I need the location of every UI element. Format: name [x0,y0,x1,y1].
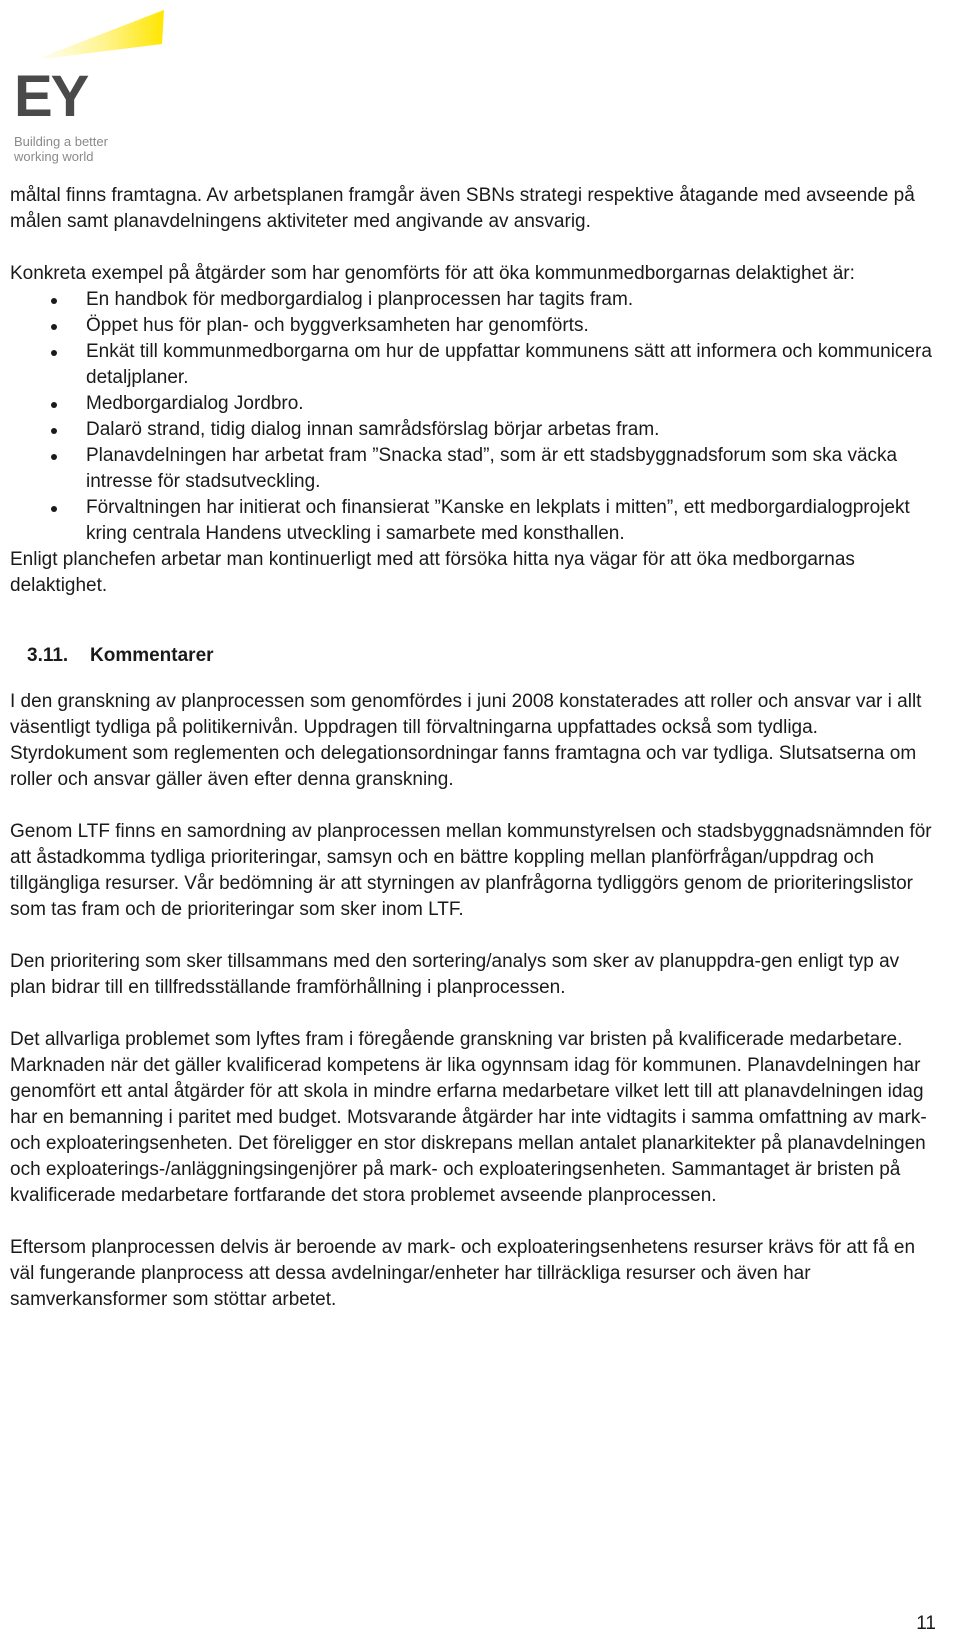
paragraph: Det allvarliga problemet som lyftes fram i föregående granskning var bristen på kvalificerade medarbetare. Marknaden när det gäller kvalificerad kompetens är lika ogynnsam idag för kommunen. Planavdelningen har genomfört ett antal åtgärder för att skola in mindre erfarna medarbetare vilket lett till att planavdelningen idag har en bemanning i paritet med budget. Motsvarande åtgärder har inte vidtagits i samma omfattning av mark- och exploateringsenheten. Det föreligger en stor diskrepans mellan antalet planarkitekter på planavdelningen och exploaterings-/anläggningsingenjörer på mark- och exploateringsenheten. Sammantaget är bristen på kvalificerade medarbetare fortfarande det stora problemet avseende planprocessen. [10,1029,927,1206]
bullet-item: Dalarö strand, tidig dialog innan samrådsförslag börjar arbetas fram. [10,417,940,443]
intro-paragraph-2: Konkreta exempel på åtgärder som har genomförts för att öka kommunmedborgarnas delaktighet är: [10,263,855,284]
bullet-item: Medborgardialog Jordbro. [10,391,940,417]
intro-paragraph-1: måltal finns framtagna. Av arbetsplanen framgår även SBNs strategi respektive åtagande med avseende på målen samt planavdelningens aktiviteter med angivande av ansvarig. [10,185,915,232]
bullet-item: Enkät till kommunmedborgarna om hur de uppfattar kommunens sätt att informera och kommunicera detaljplaner. [10,339,940,391]
logo-tagline-line1: Building a better [14,134,108,149]
bullet-list [10,287,940,547]
paragraph: I den granskning av planprocessen som genomfördes i juni 2008 konstaterades att roller och ansvar var i allt väsentligt tydliga på politikernivån. Uppdragen till förvaltningarna uppfattades också som tydliga. Styrdokument som reglementen och delegationsordningar fanns framtagna och var tydliga. Slutsatserna om roller och ansvar gäller även efter denna granskning. [10,691,922,790]
paragraph: Genom LTF finns en samordning av planprocessen mellan kommunstyrelsen och stadsbyggnadsnämnden för att åstadkomma tydliga prioriteringar, samsyn och en bättre koppling mellan planförfrågan/uppdrag och tillgängliga resurser. Vår bedömning är att styrningen av planfrågorna tydliggörs genom de prioriteringslistor som tas fram och de prioriteringar som sker inom LTF. [10,821,932,920]
bullet-item: En handbok för medborgardialog i planprocessen har tagits fram. [10,287,940,313]
paragraph: Den prioritering som sker tillsammans med den sortering/analys som sker av planuppdra-gen enligt typ av plan bidrar till en tillfredsställande framförhållning i planprocessen. [10,951,900,998]
after-bullets-paragraph: Enligt planchefen arbetar man kontinuerligt med att försöka hitta nya vägar för att öka medborgarnas delaktighet. [10,549,855,596]
section-heading [27,643,940,669]
bullet-item: Öppet hus för plan- och byggverksamheten har genomförts. [10,313,940,339]
ey-logo [14,8,174,173]
logo-tagline-line2: working world [14,149,94,164]
logo-tagline [14,134,108,164]
logo-wordmark: EY [14,64,88,129]
paragraph: Eftersom planprocessen delvis är beroende av mark- och exploateringsenhetens resurser krävs för att få en väl fungerande planprocess att dessa avdelningar/enheter har tillräckliga resurser och även har samverkansformer som stöttar arbetet. [10,1237,916,1310]
bullet-item: Förvaltningen har initierat och finansierat ”Kanske en lekplats i mitten”, ett medborgardialogprojekt kring centrala Handens utveckling i samarbete med konsthallen. [10,495,940,547]
section-title: Kommentarer [90,645,214,666]
bullet-item: Planavdelningen har arbetat fram ”Snacka stad”, som är ett stadsbyggnadsforum som ska väcka intresse för stadsutveckling. [10,443,940,495]
section-number: 3.11. [27,645,69,666]
page-number: 11 [916,1613,936,1634]
document-body [10,183,940,1313]
